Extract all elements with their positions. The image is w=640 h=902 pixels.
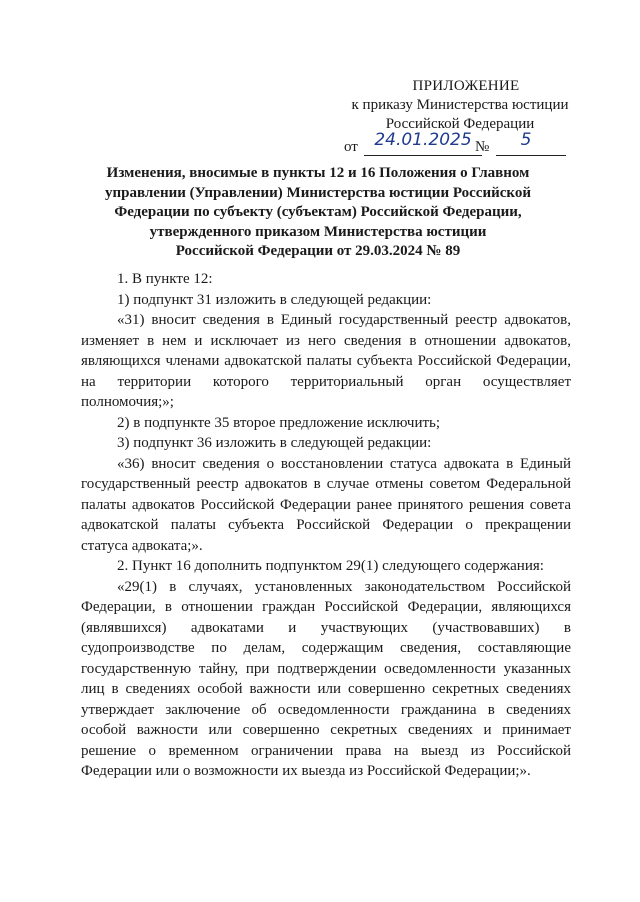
order-number-underline [496, 155, 566, 156]
appendix-line-1: к приказу Министерства юстиции [351, 97, 569, 113]
order-reference [330, 130, 580, 158]
paragraph-quote-36: «36) вносит сведения о восстановлении статуса адвоката в Единый государственный реестр адвокатов в случае отмены советом Федеральной палаты адвокатов Российской Федерации ранее принятого решения совета адвокатской палаты субъекта Российской Федерации о прекращении статуса адвоката;». [81, 455, 571, 554]
paragraph-quote-31: «31) вносит сведения в Единый государственный реестр адвокатов, изменяет в нем и исключает из него сведения в отношении адвокатов, являющихся членами адвокатской палаты субъекта Российской Федерации, на территории которого территориальный орган осуществляет полномочия;»; [81, 312, 571, 410]
heading-line: Федерации по субъекту (субъектам) Российской Федерации, [114, 204, 522, 221]
paragraph-item-2: 2. Пункт 16 дополнить подпунктом 29(1) следующего содержания: [117, 558, 544, 574]
order-date-handwritten: 24.01.2025 [374, 130, 472, 150]
order-number-handwritten: 5 [520, 130, 532, 150]
heading-line: Изменения, вносимые в пункты 12 и 16 Положения о Главном [106, 165, 530, 181]
document-body [81, 269, 571, 782]
paragraph-quote-29-1: «29(1) в случаях, установленных законодательством Российской Федерации, в отношении граждан Российской Федерации, являющихся (являвшихся) адвокатами и участвующих (участвовавших) в судопроизводстве по делам, содержащим сведения, составляющие государственную тайну, при подтверждении осведомленности указанных лиц в сведениях особой важности или совершенно секретных сведениях утверждает заключение об осведомленности гражданина в сведениях особой важности или совершенно секретных сведениях и принимает решение о временном ограничении права на выезд из Российской Федерации или о возможности их выезда из Российской Федерации;». [81, 578, 571, 779]
order-date-underline [364, 155, 482, 156]
paragraph-subitem-2: 2) в подпункте 35 второе предложение исключить; [117, 414, 441, 431]
appendix-title: ПРИЛОЖЕНИЕ [412, 78, 520, 94]
paragraph-subitem-1: 1) подпункт 31 изложить в следующей редакции: [117, 291, 432, 308]
heading-line: управлении (Управлении) Министерства юстиции Российской [105, 184, 531, 201]
order-from-label: от [344, 139, 358, 155]
document-heading [80, 164, 556, 262]
paragraph-subitem-3: 3) подпункт 36 изложить в следующей редакции: [117, 435, 432, 451]
heading-line: утвержденного приказом Министерства юстиции [149, 223, 487, 240]
paragraph-item-1: 1. В пункте 12: [117, 271, 213, 287]
order-number-label: № [475, 139, 490, 155]
appendix-block [330, 77, 580, 158]
heading-line: Российской Федерации от 29.03.2024 № 89 [175, 243, 461, 260]
appendix-line-2: Российской Федерации [385, 116, 535, 132]
